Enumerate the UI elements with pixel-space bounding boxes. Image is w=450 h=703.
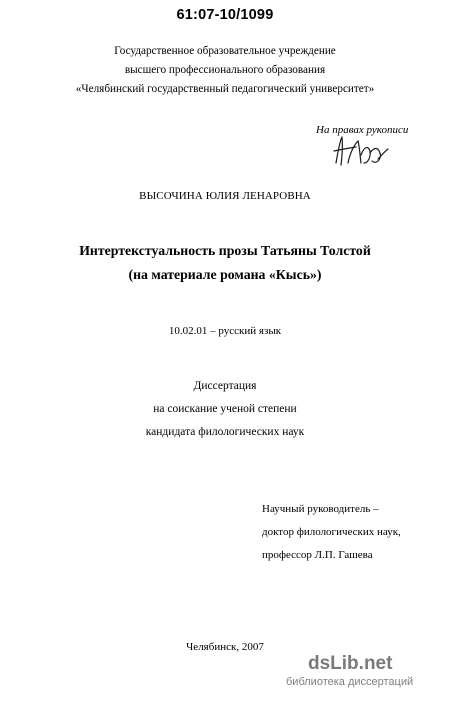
institution-line-2: высшего профессионального образования xyxy=(124,64,326,76)
dissertation-title-line-1: Интертекстуальность прозы Татьяны Толстой xyxy=(79,243,371,258)
institution-line-1: Государственное образовательное учреждение xyxy=(114,45,336,57)
degree-line-1: на соискание ученой степени xyxy=(153,403,297,415)
supervisor-name: профессор Л.П. Гашева xyxy=(262,549,373,561)
author-name: ВЫСОЧИНА ЮЛИЯ ЛЕНАРОВНА xyxy=(139,190,311,202)
manuscript-rights-note: На правах рукописи xyxy=(316,124,409,136)
handwritten-signature xyxy=(330,133,390,169)
watermark-subtitle: библиотека диссертаций xyxy=(286,676,414,688)
city-year: Челябинск, 2007 xyxy=(186,641,264,653)
dissertation-title-line-2: (на материале романа «Кысь») xyxy=(128,267,322,282)
watermark-logo: dsLib.net xyxy=(308,653,393,674)
archive-stamp: 61:07-10/1099 xyxy=(176,7,274,23)
institution-line-3: «Челябинский государственный педагогический университет» xyxy=(75,83,375,95)
document-type: Диссертация xyxy=(193,380,257,392)
watermark xyxy=(286,653,436,689)
degree-line-2: кандидата филологических наук xyxy=(145,426,305,438)
specialty-code: 10.02.01 – русский язык xyxy=(168,325,282,337)
supervisor-heading: Научный руководитель – xyxy=(262,503,379,515)
supervisor-degree: доктор филологических наук, xyxy=(262,526,401,538)
